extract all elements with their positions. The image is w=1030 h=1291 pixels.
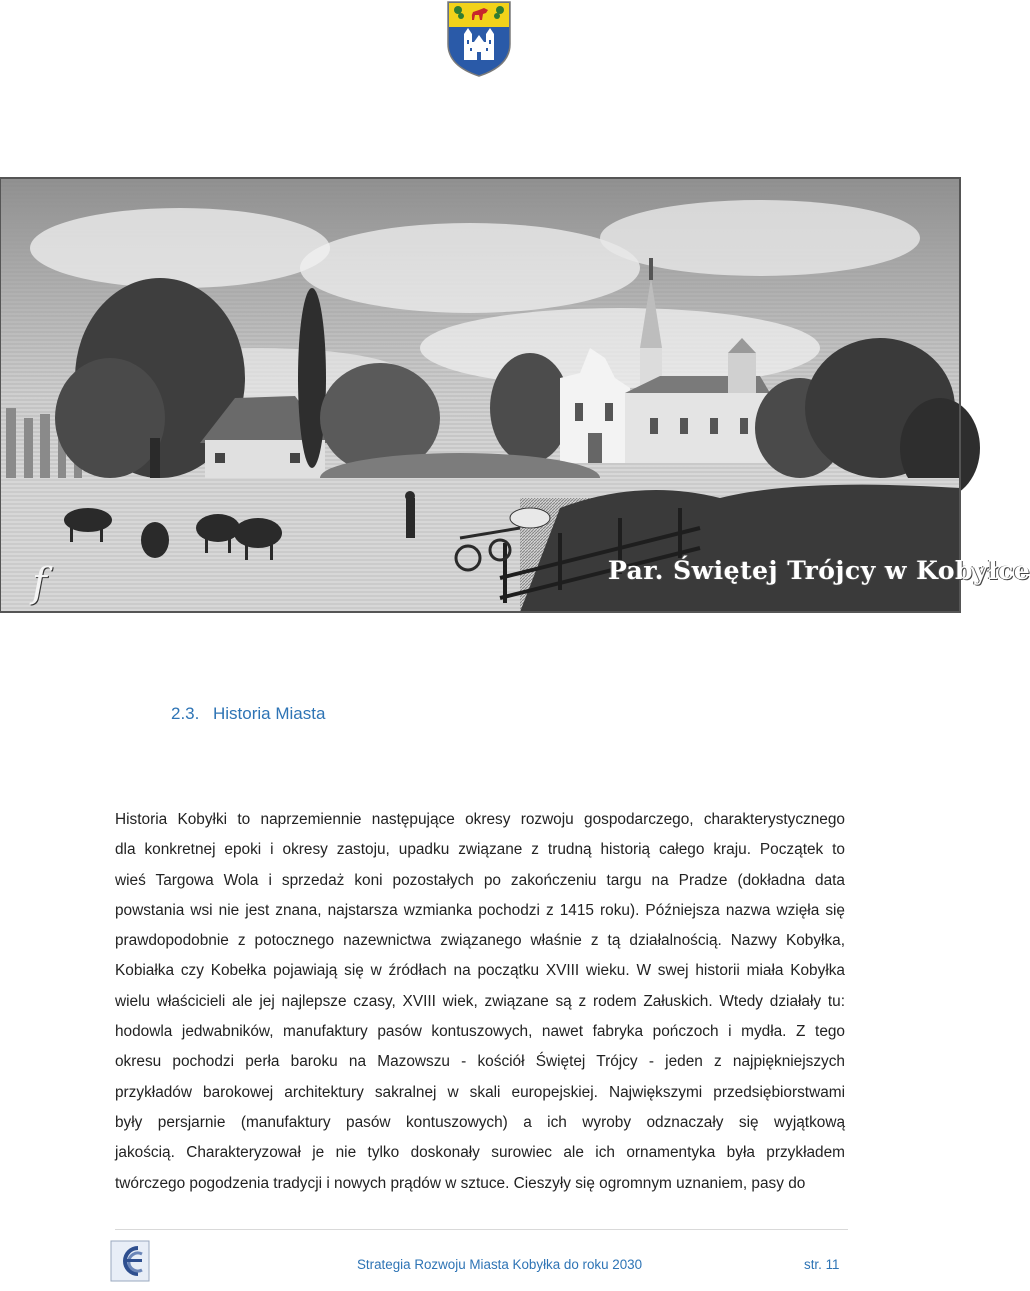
strategy-logo-icon xyxy=(110,1240,150,1282)
section-title: Historia Miasta xyxy=(213,704,326,723)
paragraph-line: wieś Targowa Wola i sprzedaż koni pozostałych po zakończeniu targu na Pradze (dokładna data xyxy=(115,871,845,889)
coat-of-arms-icon xyxy=(446,0,512,78)
paragraph-line: dla konkretnej epoki i okresy zastoju, upadku związane z trudną historią całego kraju. Początek to xyxy=(115,841,845,859)
paragraph-line: były persjarnie (manufaktury pasów kontuszowych) a ich wyroby odznaczały się wyjątkową xyxy=(115,1113,845,1131)
footer-divider xyxy=(115,1229,848,1230)
paragraph-line: Historia Kobyłki to naprzemiennie następujące okresy rozwoju gospodarczego, charakterystycznego xyxy=(115,811,845,828)
section-heading xyxy=(171,704,325,724)
paragraph-line: jakością. Charakteryzował je nie tylko doskonały surowiec ale ich ornamentyka była przykładem xyxy=(115,1144,845,1162)
paragraph-line: przykładów barokowej architektury sakralnej w skali europejskiej. Największymi przedsiębiorstwami xyxy=(115,1083,845,1101)
church-engraving-illustration xyxy=(0,178,1030,612)
paragraph-line: wielu właścicieli ale jej najlepsze czasy, XVIII wiek, związane są z rodem Załuskich. Wtedy działały tu: xyxy=(115,992,845,1010)
section-number: 2.3. xyxy=(171,704,200,723)
paragraph-line: powstania wsi nie jest znana, najstarsza wzmianka pochodzi z 1415 roku). Późniejsza nazwa wzięła się xyxy=(115,901,845,919)
paragraph-line: hodowla jedwabników, manufaktury pasów kontuszowych, nawet fabryka pończoch i mydła. Z tego xyxy=(115,1023,845,1041)
paragraph-line: okresu pochodzi perła baroku na Mazowszu - kościół Świętej Trójcy - jeden z najpiękniejszych xyxy=(115,1053,845,1071)
paragraph-line: twórczego pogodzenia tradycji i nowych prądów w sztuce. Cieszyły się ogromnym uznaniem, pasy do xyxy=(115,1174,806,1192)
footer-page-number: str. 11 xyxy=(804,1257,840,1272)
paragraph-line: prawdopodobnie z potocznego nazewnictwa związanego właśnie z tą działalnością. Nazwy Kobyłka, xyxy=(115,932,845,950)
history-paragraph xyxy=(115,805,845,1199)
footer-document-title: Strategia Rozwoju Miasta Kobyłka do roku 2030 xyxy=(357,1257,643,1272)
engraving-signature: f xyxy=(32,560,47,606)
paragraph-line: Kobiałka czy Kobełka pojawiają się w źródłach na początku XVIII wieku. W swej historii miała Kobyłka xyxy=(115,962,845,980)
engraving-caption: Par. Świętej Trójcy w Kobyłce xyxy=(608,556,1030,585)
